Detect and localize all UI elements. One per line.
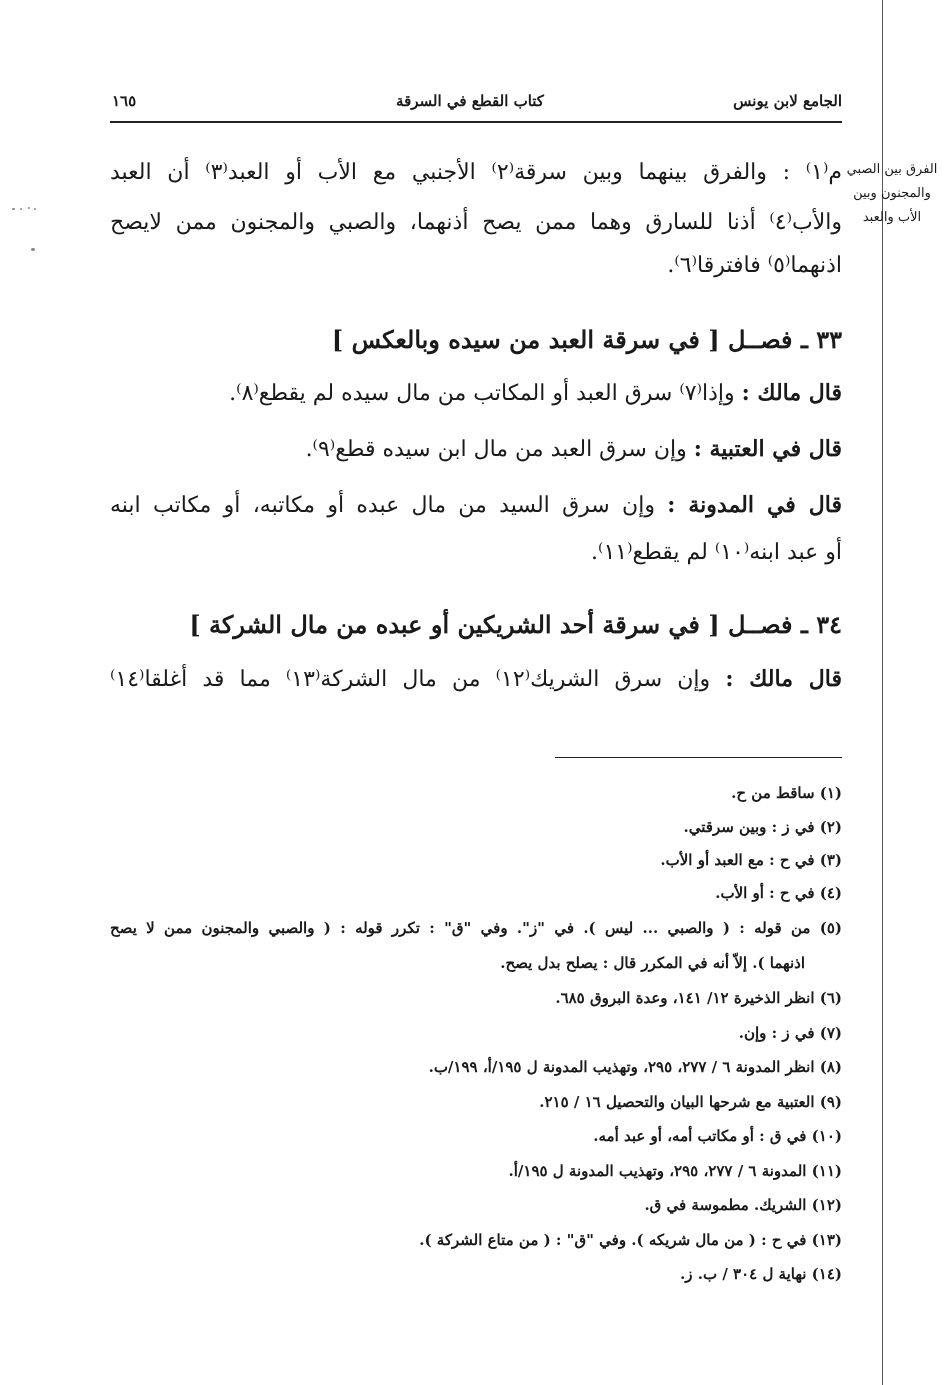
margin-note-line: الأب والعبد [862,210,922,225]
footnote: (٦) انظر الذخيرة ١٢/ ١٤١، وعدة البروق ٦٨٥. [555,989,842,1007]
quote-text: وإن سرق الشريك⁽١٢⁾ من مال الشركة⁽١٣⁾ مما قد أغلقا⁽١٤⁾ [110,667,726,692]
footnote: (٨) انظر المدونة ٦ / ٢٧٧، ٢٩٥، وتهذيب المدونة ل ١٩٥/أ، ١٩٩/ب. [428,1058,842,1076]
quote-text: وإن سرق العبد من مال ابن سيده قطع⁽٩⁾. [305,437,694,462]
footnote: (١٣) في ح : ( من مال شريكه ). وفي "ق" : ( من متاع الشركة ). [419,1231,842,1249]
footnote: (٢) في ز : وبين سرقتي. [683,818,842,836]
footnote: (٥) من قوله : ( والصبي ... ليس ). في "ز". وفي "ق" : تكرر قوله : ( والصبي والمجنون ممن لا يصح [110,919,842,937]
scan-speck [31,248,35,251]
speaker-label: قال في المدونة : [667,492,843,518]
footnote: (١٠) في ق : أو مكاتب أمه، أو عبد أمه. [593,1127,842,1145]
page-number: ١٦٥ [112,92,137,110]
book-title: الجامع لابن يونس [733,92,842,110]
body-line: م⁽١⁾ : والفرق بينهما وبين سرقة⁽٢⁾ الأجنبي مع الأب أو العبد⁽٣⁾ أن العبد [110,160,842,185]
body-line: والأب⁽٤⁾ أذنا للسارق وهما ممن يصح أذنهما، والصبي والمجنون ممن لايصح [110,210,842,235]
section-heading: ٣٤ ـ فصــل [ في سرقة أحد الشريكين أو عبده من مال الشركة ] [189,610,842,639]
scan-speck [34,208,36,210]
footnote: (٤) في ح : أو الأب. [715,884,842,902]
scan-speck [12,208,15,210]
body-line: اذنهما⁽٥⁾ فافترقا⁽٦⁾. [667,253,842,278]
chapter-title: كتاب القطع في السرقة [396,92,544,110]
speaker-label: قال مالك : [741,380,842,406]
margin-note-line: الفرق بين الصبي [846,162,938,177]
speaker-label: قال في العتبية : [693,436,842,462]
footnote: (٣) في ح : مع العبد أو الأب. [660,851,842,869]
body-line [110,492,842,518]
scan-speck [28,207,30,209]
quote-text: وإن سرق السيد من مال عبده أو مكاتبه، أو مكاتب ابنه [110,493,668,518]
footnote: (٧) في ز : وإن. [738,1024,842,1042]
footnote: (١١) المدونة ٦ / ٢٧٧، ٢٩٥، وتهذيب المدونة ل ١٩٥/أ. [508,1162,842,1180]
body-line [306,436,842,462]
body-line: أو عبد ابنه⁽١٠⁾ لم يقطع⁽١١⁾. [591,540,842,565]
scan-speck [20,208,22,210]
section-heading: ٣٣ ـ فصــل [ في سرقة العبد من سيده وبالعكس ] [331,325,842,354]
footnote-rule [555,757,842,758]
quote-text: وإذا⁽٧⁾ سرق العبد أو المكاتب من مال سيده لم يقطع⁽٨⁾. [229,381,742,406]
footnote: (١) ساقط من ح. [731,784,842,802]
footnote: (١٤) نهاية ل ٣٠٤ / ب. ز. [680,1265,842,1283]
body-line [110,666,842,692]
speaker-label: قال مالك : [725,666,842,692]
body-line [229,380,842,406]
margin-note-line: والمجنون وبين [853,186,931,201]
footnote: (١٢) الشريك. مطموسة في ق. [644,1196,842,1214]
footnote-continuation: اذنهما ). إلاّ أنه في المكرر قال : يصلح بدل يصح. [500,954,805,972]
footnote: (٩) العتبية مع شرحها البيان والتحصيل ١٦ / ٢١٥. [539,1093,842,1111]
header-rule [110,121,842,123]
